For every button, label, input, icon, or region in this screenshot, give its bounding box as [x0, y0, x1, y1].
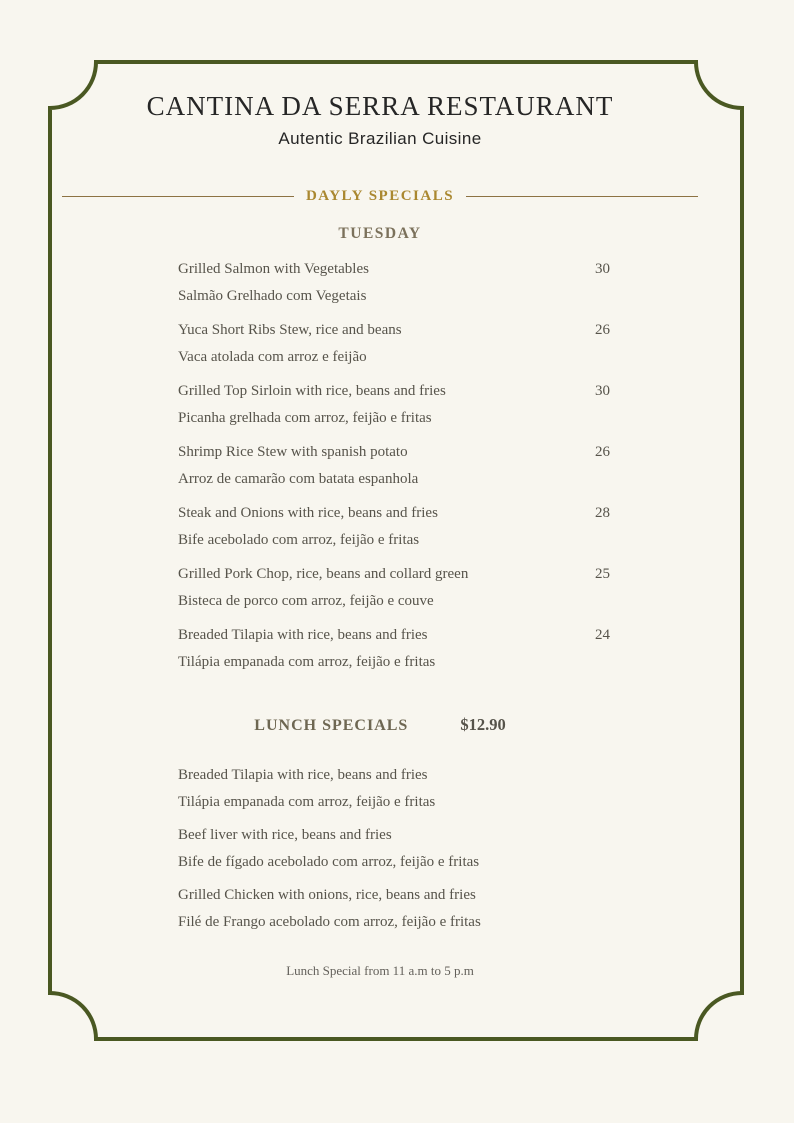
item-price: 25	[595, 566, 610, 583]
menu-item-row	[178, 320, 610, 340]
menu-item-row	[178, 442, 610, 462]
item-name: Shrimp Rice Stew with spanish potato	[178, 444, 408, 461]
banner-rule-left	[62, 196, 294, 198]
item-name: Grilled Chicken with onions, rice, beans and fries	[178, 887, 476, 904]
lunch-price: $12.90	[460, 715, 506, 735]
lunch-note: Lunch Special from 11 a.m to 5 p.m	[286, 963, 474, 979]
item-price: 30	[595, 383, 610, 400]
banner-rule-right	[466, 196, 698, 198]
item-name: Steak and Onions with rice, beans and fries	[178, 505, 438, 522]
item-translation: Arroz de camarão com batata espanhola	[178, 471, 419, 488]
menu-item	[178, 564, 610, 611]
item-translation: Tilápia empanada com arroz, feijão e fritas	[178, 654, 436, 671]
item-translation: Bife acebolado com arroz, feijão e fritas	[178, 532, 420, 549]
item-name: Yuca Short Ribs Stew, rice and beans	[178, 322, 402, 339]
item-name: Beef liver with rice, beans and fries	[178, 827, 392, 844]
menu-item	[178, 765, 610, 812]
item-translation: Tilápia empanada com arroz, feijão e fritas	[178, 794, 436, 811]
item-name: Grilled Salmon with Vegetables	[178, 261, 369, 278]
menu-item-row	[178, 503, 610, 523]
menu-item-row	[178, 259, 610, 279]
item-price: 26	[595, 322, 610, 339]
menu-item	[178, 503, 610, 550]
menu-item-row	[178, 825, 610, 845]
lunch-items-list	[178, 765, 610, 932]
item-translation: Picanha grelhada com arroz, feijão e fritas	[178, 410, 432, 427]
item-translation: Vaca atolada com arroz e feijão	[178, 349, 367, 366]
item-name: Grilled Pork Chop, rice, beans and collard green	[178, 566, 469, 583]
menu-item	[178, 381, 610, 428]
menu-item-row	[178, 885, 610, 905]
item-translation: Bisteca de porco com arroz, feijão e couve	[178, 593, 434, 610]
menu-item	[178, 320, 610, 367]
daily-items-list	[178, 259, 610, 672]
item-translation: Salmão Grelhado com Vegetais	[178, 288, 367, 305]
item-price: 26	[595, 444, 610, 461]
day-heading: TUESDAY	[338, 225, 422, 243]
menu-item	[178, 625, 610, 672]
item-name: Grilled Top Sirloin with rice, beans and fries	[178, 383, 446, 400]
menu-item	[178, 825, 610, 872]
lunch-heading-label: LUNCH SPECIALS	[254, 717, 409, 735]
item-price: 30	[595, 261, 610, 278]
item-translation: Bife de fígado acebolado com arroz, feijão e fritas	[178, 854, 480, 871]
restaurant-name: CANTINA DA SERRA RESTAURANT	[146, 91, 614, 121]
lunch-specials-heading	[62, 714, 698, 736]
restaurant-tagline: Autentic Brazilian Cuisine	[278, 129, 482, 149]
item-name: Breaded Tilapia with rice, beans and fries	[178, 627, 428, 644]
menu-item-row	[178, 625, 610, 645]
menu-item	[178, 442, 610, 489]
menu-item-row	[178, 564, 610, 584]
menu-item-row	[178, 765, 610, 785]
item-price: 28	[595, 505, 610, 522]
item-translation: Filé de Frango acebolado com arroz, feijão e fritas	[178, 914, 481, 931]
menu-item-row	[178, 381, 610, 401]
item-price: 24	[595, 627, 610, 644]
banner-label: DAYLY SPECIALS	[305, 187, 455, 204]
menu-content	[62, 0, 698, 979]
menu-item	[178, 259, 610, 306]
menu-item	[178, 885, 610, 932]
item-name: Breaded Tilapia with rice, beans and fries	[178, 767, 428, 784]
daily-specials-banner	[62, 186, 698, 206]
